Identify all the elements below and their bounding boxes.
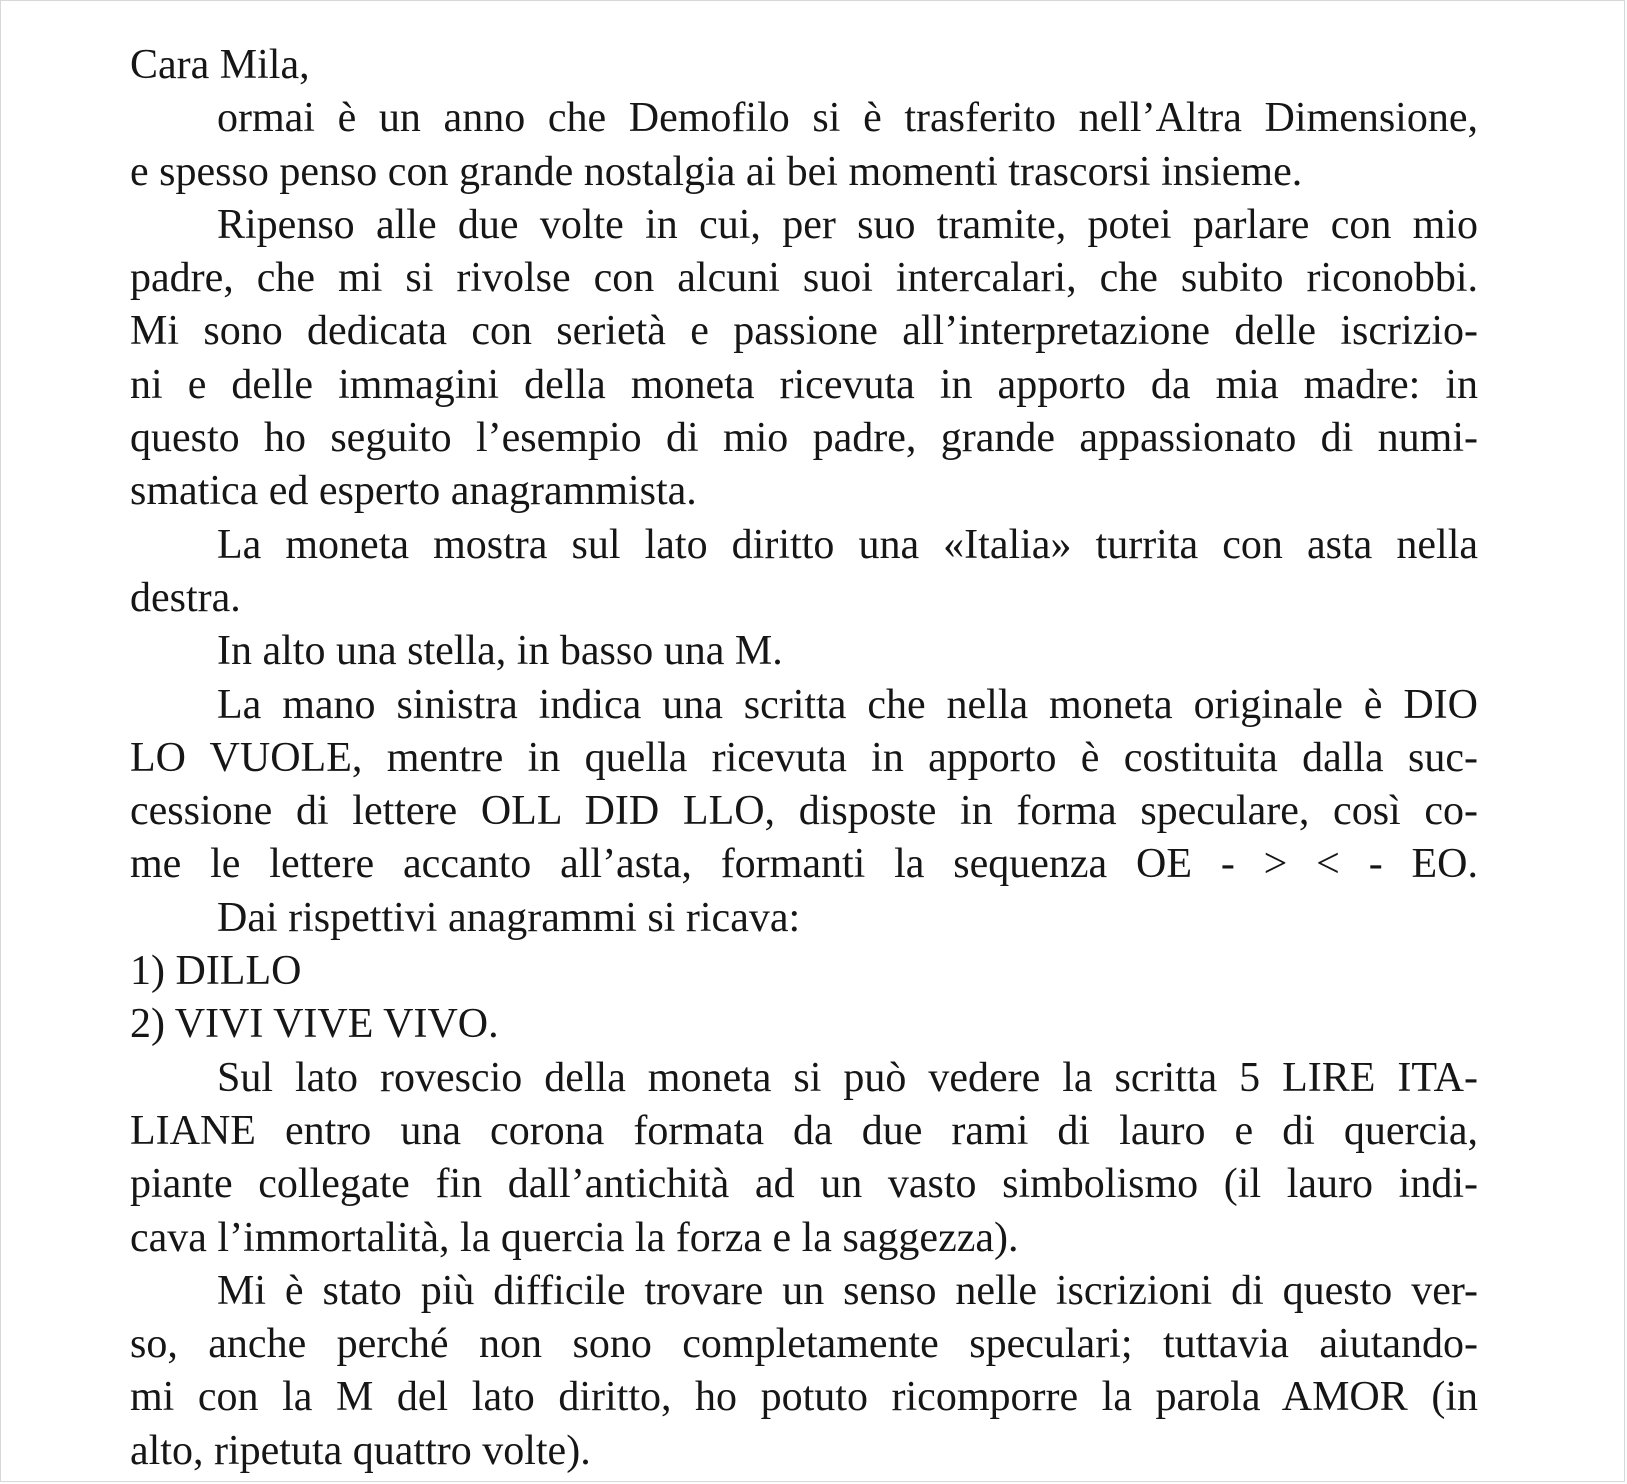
anagram-list bbox=[130, 945, 1478, 1052]
paragraph-7 bbox=[130, 1052, 1478, 1265]
paragraph-3 bbox=[130, 519, 1478, 626]
text-line: Mi sono dedicata con serietà e passione all’interpretazione delle iscrizio- bbox=[130, 308, 1478, 355]
text-line: La moneta mostra sul lato diritto una «Italia» turrita con asta nella bbox=[217, 521, 1478, 568]
text-line: me le lettere accanto all’asta, formanti la sequenza OE - > < - EO. bbox=[130, 841, 1478, 888]
text-line: cava l’immortalità, la quercia la forza e la saggezza). bbox=[130, 1214, 1019, 1261]
text-line: Sul lato rovescio della moneta si può vedere la scritta 5 LIRE ITA- bbox=[217, 1054, 1478, 1101]
paragraph-6 bbox=[130, 892, 1478, 945]
list-item: 1) DILLO bbox=[130, 948, 302, 995]
text-line: Ripenso alle due volte in cui, per suo tramite, potei parlare con mio bbox=[217, 201, 1478, 248]
text-line: La mano sinistra indica una scritta che nella moneta originale è DIO bbox=[217, 681, 1478, 728]
text-line: LO VUOLE, mentre in quella ricevuta in apporto è costituita dalla suc- bbox=[130, 734, 1478, 781]
text-line: e spesso penso con grande nostalgia ai bei momenti trascorsi insieme. bbox=[130, 148, 1303, 195]
text-line: LIANE entro una corona formata da due rami di lauro e di quercia, bbox=[130, 1107, 1478, 1154]
paragraph-5 bbox=[130, 679, 1478, 892]
paragraph-2 bbox=[130, 199, 1478, 519]
list-item: 2) VIVI VIVE VIVO. bbox=[130, 1001, 499, 1048]
text-line: Dai rispettivi anagrammi si ricava: bbox=[217, 894, 801, 941]
paragraph-1 bbox=[130, 92, 1478, 199]
text-line: In alto una stella, in basso una M. bbox=[217, 628, 783, 675]
text-line: so, anche perché non sono completamente speculari; tuttavia aiutando- bbox=[130, 1321, 1478, 1368]
text-line: ormai è un anno che Demofilo si è trasferito nell’Altra Dimensione, bbox=[217, 95, 1478, 142]
text-line: smatica ed esperto anagrammista. bbox=[130, 468, 697, 515]
paragraph-4 bbox=[130, 625, 1478, 678]
text-line: ni e delle immagini della moneta ricevuta in apporto da mia madre: in bbox=[130, 361, 1478, 408]
text-line: destra. bbox=[130, 574, 241, 621]
text-line: mi con la M del lato diritto, ho potuto ricomporre la parola AMOR (in bbox=[130, 1374, 1478, 1421]
text-line: cessione di lettere OLL DID LLO, disposte in forma speculare, così co- bbox=[130, 788, 1478, 835]
text-line: questo ho seguito l’esempio di mio padre, grande appassionato di numi- bbox=[130, 415, 1478, 462]
paragraph-8 bbox=[130, 1265, 1478, 1478]
text-line: Mi è stato più difficile trovare un senso nelle iscrizioni di questo ver- bbox=[217, 1267, 1478, 1314]
letter-salutation: Cara Mila, bbox=[130, 42, 310, 88]
text-line: padre, che mi si rivolse con alcuni suoi intercalari, che subito riconobbi. bbox=[130, 255, 1478, 302]
letter-body bbox=[130, 39, 1478, 1478]
text-line: alto, ripetuta quattro volte). bbox=[130, 1427, 591, 1474]
text-line: piante collegate fin dall’antichità ad un vasto simbolismo (il lauro indi- bbox=[130, 1161, 1478, 1208]
